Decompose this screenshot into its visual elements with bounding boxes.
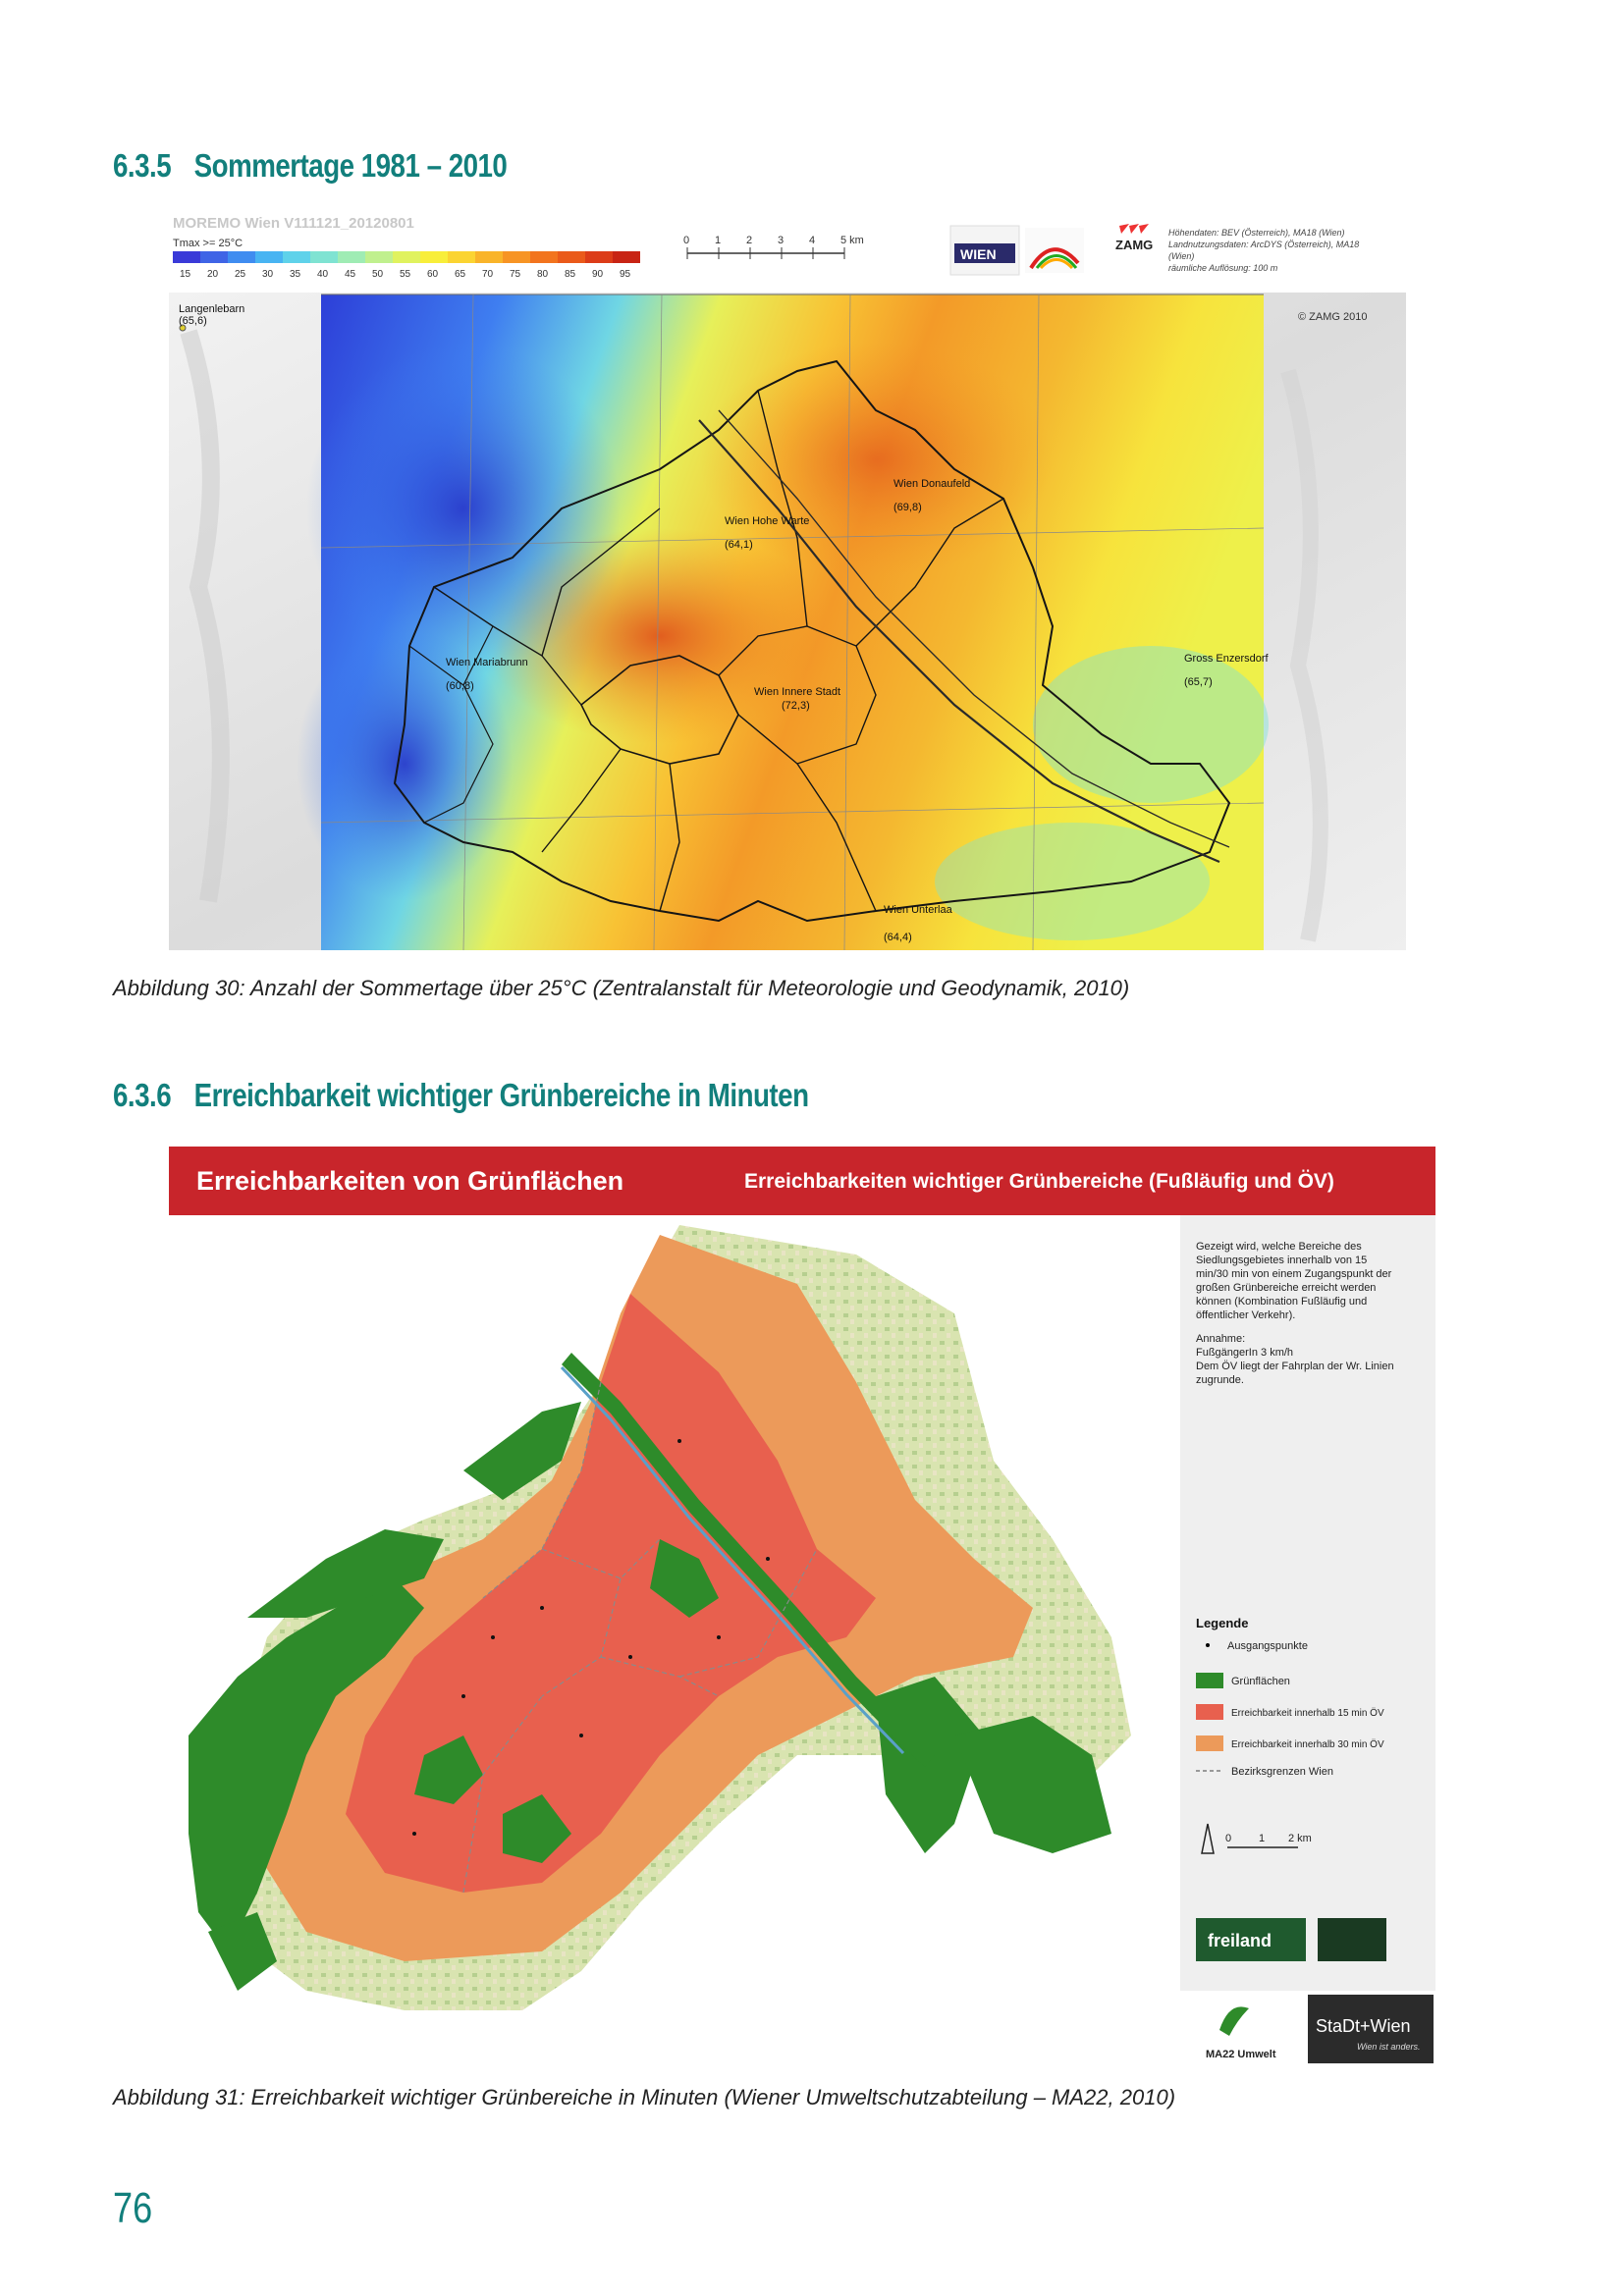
freiland-logo-text: freiland: [1208, 1931, 1272, 1950]
heatmap-area: [297, 294, 1269, 950]
color-scale-swatch: [173, 251, 200, 263]
assumption-line: zugrunde.: [1196, 1374, 1244, 1386]
color-scale-tick-label: 85: [565, 269, 576, 280]
legend-label: Grünflächen: [1231, 1676, 1290, 1687]
wien-logo: [950, 226, 1019, 275]
assumption-line: Dem ÖV liegt der Fahrplan der Wr. Linien: [1196, 1361, 1394, 1372]
color-scale-tick-label: 20: [207, 269, 219, 280]
map-header-title: MOREMO Wien V111121_20120801: [173, 215, 414, 232]
color-scale: [173, 251, 640, 263]
banner-left-title: Erreichbarkeiten von Grünflächen: [196, 1166, 624, 1196]
color-scale-swatch: [393, 251, 420, 263]
description-line: min/30 min von einem Zugangspunkt der: [1196, 1268, 1392, 1280]
credit-line: räumliche Auflösung: 100 m: [1168, 263, 1278, 273]
credit-line: (Wien): [1168, 251, 1195, 261]
color-scale-tick-label: 40: [317, 269, 329, 280]
stadt-wien-logo: [1308, 1995, 1434, 2063]
color-scale-swatch: [558, 251, 585, 263]
station-name: Wien Donaufeld: [893, 478, 971, 490]
section-title: Erreichbarkeit wichtiger Grünbereiche in Minuten: [193, 1077, 809, 1113]
sommertage-map: [169, 214, 1406, 950]
color-scale-swatch: [283, 251, 310, 263]
section-title: Sommertage 1981 – 2010: [193, 147, 508, 184]
color-scale-swatch: [228, 251, 255, 263]
legend-title: Legende: [1196, 1616, 1249, 1630]
logo-zamg-text: ZAMG: [1115, 238, 1154, 252]
figure-caption-31: Abbildung 31: Erreichbarkeit wichtiger Grünbereiche in Minuten (Wiener Umweltschutzabteilung – MA22, 2010): [113, 2085, 1176, 2109]
color-scale-swatch: [503, 251, 530, 263]
sommertage-map-figure: [169, 214, 1406, 950]
color-scale-swatch: [420, 251, 448, 263]
section-heading-sommertage: [113, 147, 507, 185]
color-scale-tick-label: 45: [345, 269, 356, 280]
station-name: Wien Unterlaa: [884, 904, 952, 916]
color-scale-tick-label: 75: [510, 269, 521, 280]
secondary-logo: [1318, 1918, 1386, 1961]
scale-label: 2 km: [1288, 1833, 1312, 1844]
assumption-line: FußgängerIn 3 km/h: [1196, 1347, 1294, 1359]
color-scale-swatch: [365, 251, 393, 263]
color-scale-swatch: [448, 251, 475, 263]
section-heading-erreichbarkeit: [113, 1077, 809, 1114]
station-name: Wien Innere Stadt: [754, 686, 841, 698]
km-label: 1: [715, 235, 722, 246]
page-number: 76: [113, 2184, 153, 2232]
description-line: können (Kombination Fußläufig und: [1196, 1296, 1368, 1308]
description-line: Gezeigt wird, welche Bereiche des: [1196, 1241, 1362, 1253]
color-scale-tick-label: 95: [620, 269, 631, 280]
km-label: 2: [746, 235, 753, 246]
color-scale-tick-label: 90: [592, 269, 604, 280]
legend-label: Tmax >= 25°C: [173, 238, 244, 249]
color-scale-tick-label: 50: [372, 269, 384, 280]
legend-swatch-green: [1196, 1673, 1223, 1688]
station-name: Gross Enzersdorf: [1184, 653, 1269, 665]
station-value: (60,8): [446, 680, 474, 692]
station-value: (65,6): [179, 315, 207, 327]
color-scale-tick-label: 35: [290, 269, 301, 280]
km-label: 5 km: [840, 235, 864, 246]
accessibility-map-body: [169, 1215, 1180, 2065]
km-label: 4: [809, 235, 816, 246]
color-scale-swatch: [475, 251, 503, 263]
station-value: (64,1): [725, 539, 753, 551]
legend-panel: [1180, 1215, 1435, 2065]
station-value: (65,7): [1184, 676, 1213, 688]
station-value: (69,8): [893, 502, 922, 513]
credit-line: Höhendaten: BEV (Österreich), MA18 (Wien): [1168, 228, 1345, 238]
color-scale-tick-label: 80: [537, 269, 549, 280]
legend-swatch-15min: [1196, 1704, 1223, 1720]
station-value: (72,3): [782, 700, 810, 712]
color-scale-swatch: [613, 251, 640, 263]
description-line: großen Grünbereiche erreicht werden: [1196, 1282, 1377, 1294]
stadt-wien-slogan: Wien ist anders.: [1357, 2042, 1421, 2052]
legend-label: Bezirksgrenzen Wien: [1231, 1766, 1333, 1778]
station-name: Langenlebarn: [179, 303, 245, 315]
description-line: öffentlicher Verkehr).: [1196, 1309, 1296, 1321]
color-scale-tick-label: 70: [482, 269, 494, 280]
section-number: 6.3.5: [113, 147, 172, 184]
color-scale-tick-label: 30: [262, 269, 274, 280]
credit-line: Landnutzungsdaten: ArcDYS (Österreich), MA18: [1168, 240, 1360, 249]
description-line: Siedlungsgebietes innerhalb von 15: [1196, 1255, 1368, 1266]
assumption-title: Annahme:: [1196, 1333, 1246, 1345]
color-scale-swatch: [200, 251, 228, 263]
station-value: (64,4): [884, 932, 912, 943]
ma22-logo-text: MA22 Umwelt: [1206, 2049, 1276, 2060]
legend-label: Erreichbarkeit innerhalb 15 min ÖV: [1231, 1708, 1384, 1719]
station-name: Wien Mariabrunn: [446, 657, 528, 668]
color-scale-tick-label: 25: [235, 269, 246, 280]
copyright-text: © ZAMG 2010: [1298, 311, 1368, 323]
scale-label: 1: [1259, 1833, 1266, 1844]
color-scale-tick-label: 65: [455, 269, 466, 280]
legend-label: Ausgangspunkte: [1227, 1640, 1308, 1652]
color-scale-tick-label: 15: [180, 269, 191, 280]
color-scale-tick-label: 60: [427, 269, 439, 280]
climate-logo: [1025, 228, 1084, 273]
erreichbarkeit-map-figure: [169, 1147, 1435, 2065]
color-scale-swatch: [255, 251, 283, 263]
erreichbarkeit-map: [169, 1147, 1435, 2065]
color-scale-tick-label: 55: [400, 269, 411, 280]
color-scale-swatch: [338, 251, 365, 263]
figure-caption-30: Abbildung 30: Anzahl der Sommertage über 25°C (Zentralanstalt für Meteorologie und Geodynamik, 2010): [113, 976, 1130, 1000]
km-label: 3: [778, 235, 785, 246]
stadt-wien-logo-text: StaDt+Wien: [1316, 2016, 1411, 2036]
color-scale-swatch: [585, 251, 613, 263]
scale-label: 0: [1225, 1833, 1232, 1844]
color-scale-swatch: [310, 251, 338, 263]
banner-right-title: Erreichbarkeiten wichtiger Grünbereiche (Fußläufig und ÖV): [744, 1170, 1334, 1193]
color-scale-swatch: [530, 251, 558, 263]
logo-wien-text: WIEN: [960, 246, 997, 262]
legend-label: Erreichbarkeit innerhalb 30 min ÖV: [1231, 1739, 1384, 1750]
section-number: 6.3.6: [113, 1077, 172, 1113]
km-label: 0: [683, 235, 690, 246]
legend-swatch-dot: [1206, 1643, 1210, 1647]
legend-swatch-30min: [1196, 1735, 1223, 1751]
station-name: Wien Hohe Warte: [725, 515, 810, 527]
